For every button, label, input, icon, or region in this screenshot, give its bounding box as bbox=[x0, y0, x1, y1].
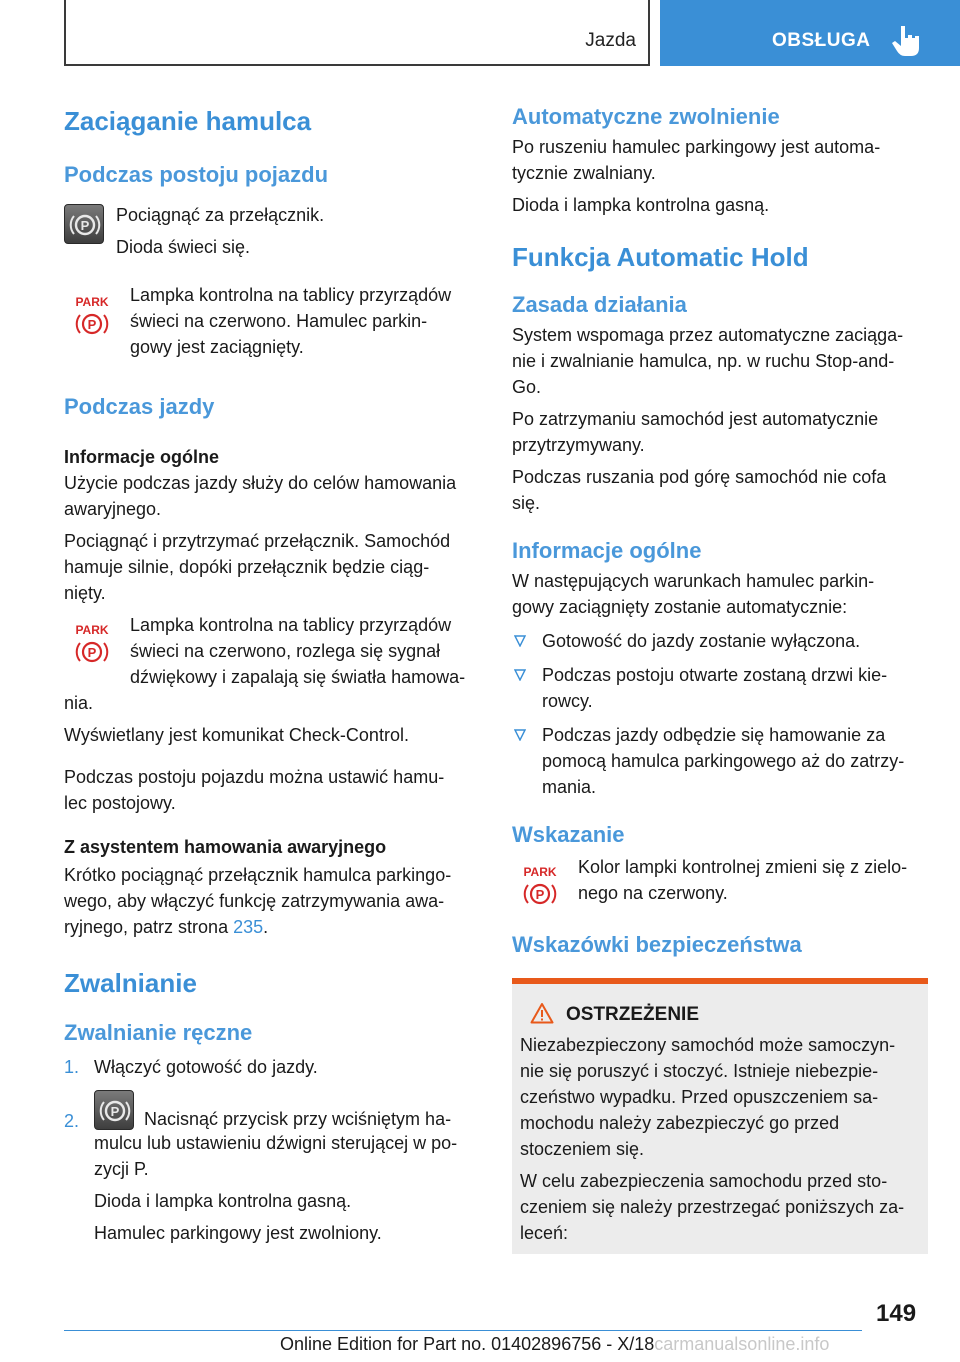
park-warning-lamp-icon bbox=[72, 294, 112, 340]
paragraph: Pociągnąć za przełącznik. bbox=[116, 205, 325, 225]
paragraph-line: System wspomaga przez automatyczne zaciąga- bbox=[512, 325, 904, 345]
warning-text: stoczeniem się. bbox=[520, 1139, 645, 1159]
paragraph-line: awaryjnego. bbox=[64, 499, 162, 519]
bullet-item bbox=[512, 628, 928, 654]
warning-title: OSTRZEŻENIE bbox=[566, 1004, 700, 1025]
section-title: Zaciąganie hamulca bbox=[64, 106, 312, 136]
header-breadcrumb-box bbox=[64, 0, 650, 66]
subsection-heading: Informacje ogólne bbox=[512, 538, 702, 563]
paragraph: Wyświetlany jest komunikat Check-Control. bbox=[64, 725, 409, 745]
paragraph-line: gowy jest zaciągnięty. bbox=[130, 337, 304, 357]
section-tab-label: OBSŁUGA bbox=[772, 30, 871, 51]
subsection-heading: Zasada działania bbox=[512, 292, 687, 317]
paragraph-line: Kolor lampki kontrolnej zmieni się z zielo- bbox=[578, 857, 908, 877]
step-line bbox=[94, 1094, 480, 1130]
paragraph-line: dźwiękowy i zapalają się światła hamowa- bbox=[130, 667, 466, 687]
warning-title-row bbox=[520, 1002, 920, 1028]
page-reference-link[interactable]: 235 bbox=[233, 917, 264, 937]
park-lamp-row bbox=[64, 612, 480, 716]
park-text: PARK bbox=[75, 623, 109, 637]
warning-text: czeństwo wypadku. Przed opuszczeniem sa- bbox=[520, 1087, 879, 1107]
paragraph-line: nięty. bbox=[64, 583, 106, 603]
svg-text:P: P bbox=[110, 1104, 120, 1119]
bullet-text: Gotowość do jazdy zostanie wyłączona. bbox=[542, 631, 861, 651]
parking-brake-button-icon bbox=[94, 1090, 134, 1130]
paragraph-line: świeci na czerwono. Hamulec parkin- bbox=[130, 311, 428, 331]
footer-text bbox=[280, 1334, 829, 1355]
paragraph-line: Pociągnąć i przytrzymać przełącznik. Samochód bbox=[64, 531, 451, 551]
paragraph: Dioda i lampka kontrolna gasną. bbox=[512, 195, 770, 215]
step-number: 1. bbox=[64, 1057, 80, 1077]
subsection-heading: Wskazówki bezpieczeństwa bbox=[512, 932, 802, 957]
step-text: Nacisnąć przycisk przy wciśniętym ha- bbox=[144, 1109, 452, 1129]
parking-brake-switch-row bbox=[64, 202, 480, 266]
warning-triangle-icon bbox=[530, 1002, 554, 1024]
section-title: Funkcja Automatic Hold bbox=[512, 242, 809, 272]
park-text: PARK bbox=[523, 865, 557, 879]
breadcrumb[interactable]: Jazda bbox=[585, 30, 636, 51]
minor-heading: Informacje ogólne bbox=[64, 447, 220, 467]
park-lamp-row bbox=[512, 854, 928, 914]
subsection-heading: Zwalnianie ręczne bbox=[64, 1020, 253, 1045]
svg-text:P: P bbox=[535, 887, 545, 902]
paragraph-line bbox=[64, 914, 480, 940]
bullet-text: pomocą hamulca parkingowego aż do zatrzy- bbox=[542, 751, 905, 771]
paragraph-line: Lampka kontrolna na tablicy przyrządów bbox=[130, 615, 452, 635]
svg-text:P: P bbox=[80, 218, 90, 233]
bullet-item bbox=[512, 722, 928, 800]
svg-text:P: P bbox=[87, 645, 97, 660]
paragraph-line: Go. bbox=[512, 377, 542, 397]
minor-heading: Z asystentem hamowania awaryjnego bbox=[64, 837, 387, 857]
step-text: Dioda i lampka kontrolna gasną. bbox=[94, 1191, 352, 1211]
paragraph-line: gowy zaciągnięty zostanie automatycznie: bbox=[512, 597, 848, 617]
paragraph-line: Użycie podczas jazdy służy do celów hamowania bbox=[64, 473, 457, 493]
triangle-bullet-icon bbox=[514, 635, 526, 647]
park-lamp-row bbox=[64, 282, 480, 360]
paragraph-line: tycznie zwalniany. bbox=[512, 163, 656, 183]
right-column bbox=[512, 98, 928, 1254]
step-text: Hamulec parkingowy jest zwolniony. bbox=[94, 1223, 382, 1243]
park-text: PARK bbox=[75, 295, 109, 309]
warning-text: W celu zabezpieczenia samochodu przed sto- bbox=[520, 1171, 888, 1191]
parking-brake-button-icon bbox=[64, 204, 104, 244]
step-text: mulcu lub ustawieniu dźwigni sterującej w po- bbox=[94, 1133, 458, 1153]
warning-text: leceń: bbox=[520, 1223, 569, 1243]
paragraph-line: nia. bbox=[64, 693, 94, 713]
paragraph-line: Podczas postoju pojazdu można ustawić hamu- bbox=[64, 767, 445, 787]
page-number: 149 bbox=[876, 1300, 917, 1327]
paragraph-line: Krótko pociągnąć przełącznik hamulca parkingo- bbox=[64, 865, 452, 885]
warning-box bbox=[512, 978, 928, 1254]
step-item bbox=[64, 1094, 480, 1246]
subsection-heading: Podczas jazdy bbox=[64, 394, 215, 419]
subsection-heading: Wskazanie bbox=[512, 822, 625, 847]
triangle-bullet-icon bbox=[514, 729, 526, 741]
warning-content bbox=[512, 984, 928, 1254]
warning-text: nie się poruszyć i stoczyć. Istnieje niebezpie- bbox=[520, 1061, 879, 1081]
paragraph-line: nego na czerwony. bbox=[578, 883, 728, 903]
step-number: 2. bbox=[64, 1111, 80, 1131]
bullet-text: rowcy. bbox=[542, 691, 593, 711]
paragraph-line: przytrzymywany. bbox=[512, 435, 645, 455]
bullet-text: Podczas jazdy odbędzie się hamowanie za bbox=[542, 725, 886, 745]
bullet-text: mania. bbox=[542, 777, 597, 797]
warning-text: mochodu należy zabezpieczyć go przed bbox=[520, 1113, 840, 1133]
triangle-bullet-icon bbox=[514, 669, 526, 681]
subsection-heading: Podczas postoju pojazdu bbox=[64, 162, 329, 187]
park-warning-lamp-icon bbox=[520, 864, 560, 910]
section-title: Zwalnianie bbox=[64, 968, 197, 998]
paragraph-line: się. bbox=[512, 493, 541, 513]
text: . bbox=[263, 917, 269, 937]
warning-text: Niezabezpieczony samochód może samoczyn- bbox=[520, 1035, 896, 1055]
step-item bbox=[64, 1054, 480, 1080]
left-column bbox=[64, 98, 480, 1246]
bullet-item bbox=[512, 662, 928, 714]
paragraph-line: W następujących warunkach hamulec parkin- bbox=[512, 571, 875, 591]
paragraph-line: hamuje silnie, dopóki przełącznik będzie ciąg- bbox=[64, 557, 430, 577]
paragraph: Dioda świeci się. bbox=[116, 237, 251, 257]
park-warning-lamp-icon bbox=[72, 622, 112, 668]
edition-text: Online Edition for Part no. 01402896756 - X/18 bbox=[280, 1334, 655, 1354]
hand-pointer-icon bbox=[892, 24, 920, 56]
footer-divider bbox=[64, 1330, 862, 1331]
paragraph-line: Po ruszeniu hamulec parkingowy jest automa- bbox=[512, 137, 881, 157]
text: ryjnego, patrz strona bbox=[64, 917, 234, 937]
paragraph-line: Lampka kontrolna na tablicy przyrządów bbox=[130, 285, 452, 305]
warning-text: czeniem się należy przestrzegać poniższych za- bbox=[520, 1197, 905, 1217]
paragraph-line: lec postojowy. bbox=[64, 793, 176, 813]
step-text: zycji P. bbox=[94, 1159, 149, 1179]
paragraph-line: Po zatrzymaniu samochód jest automatycznie bbox=[512, 409, 879, 429]
watermark: carmanualsonline.info bbox=[654, 1334, 830, 1354]
svg-text:P: P bbox=[87, 317, 97, 332]
paragraph-line: nie i zwalnianie hamulca, np. w ruchu Stop-and- bbox=[512, 351, 895, 371]
paragraph-line: świeci na czerwono, rozlega się sygnał bbox=[130, 641, 441, 661]
step-text: Włączyć gotowość do jazdy. bbox=[94, 1057, 318, 1077]
subsection-heading: Automatyczne zwolnienie bbox=[512, 104, 780, 129]
paragraph-line: wego, aby włączyć funkcję zatrzymywania awa- bbox=[64, 891, 445, 911]
section-tab[interactable] bbox=[660, 0, 960, 66]
paragraph-line: Podczas ruszania pod górę samochód nie cofa bbox=[512, 467, 887, 487]
bullet-text: Podczas postoju otwarte zostaną drzwi kie- bbox=[542, 665, 888, 685]
